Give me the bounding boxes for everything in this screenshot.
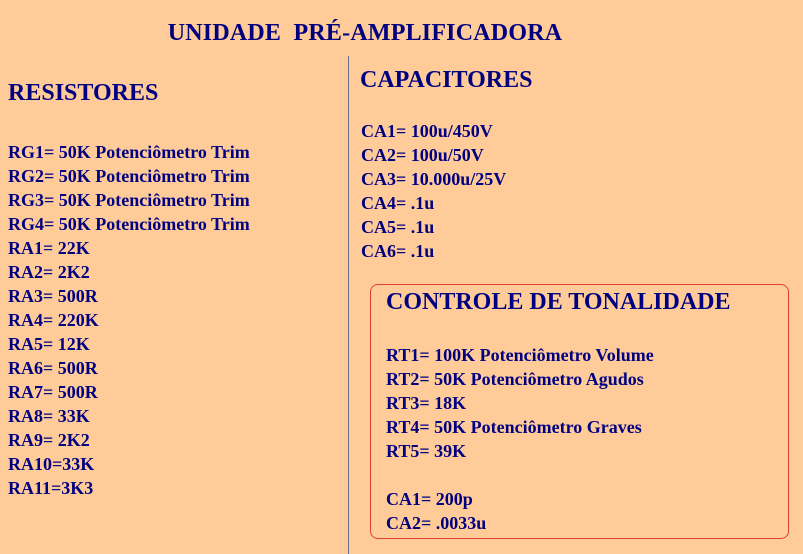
list-item: RA8= 33K xyxy=(8,406,90,426)
resistores-heading: RESISTORES xyxy=(8,80,159,106)
list-item: RG4= 50K Potenciômetro Trim xyxy=(8,214,250,234)
tone-control-box xyxy=(370,284,789,539)
list-item: RA10=33K xyxy=(8,454,95,474)
tone-control-heading: CONTROLE DE TONALIDADE xyxy=(386,289,731,315)
capacitor-list xyxy=(361,119,506,263)
list-item: CA2= 100u/50V xyxy=(361,145,484,165)
list-item: RA5= 12K xyxy=(8,334,90,354)
list-item: RT2= 50K Potenciômetro Agudos xyxy=(386,369,644,389)
list-item: CA5= .1u xyxy=(361,217,435,237)
tone-resistor-list xyxy=(386,343,654,463)
list-item: RT5= 39K xyxy=(386,441,467,461)
list-item: RG3= 50K Potenciômetro Trim xyxy=(8,190,250,210)
list-item: RA3= 500R xyxy=(8,286,98,306)
list-item: CA1= 100u/450V xyxy=(361,121,493,141)
list-item: RA6= 500R xyxy=(8,358,98,378)
list-item: RG1= 50K Potenciômetro Trim xyxy=(8,142,250,162)
list-item: CA3= 10.000u/25V xyxy=(361,169,507,189)
list-item: CA1= 200p xyxy=(386,489,473,509)
list-item: RG2= 50K Potenciômetro Trim xyxy=(8,166,250,186)
list-item: CA4= .1u xyxy=(361,193,435,213)
list-item: CA6= .1u xyxy=(361,241,435,261)
capacitores-heading: CAPACITORES xyxy=(360,67,533,93)
list-item: RA4= 220K xyxy=(8,310,99,330)
list-item: RA1= 22K xyxy=(8,238,90,258)
resistor-list xyxy=(8,140,250,500)
list-item: RT3= 18K xyxy=(386,393,467,413)
page-title: UNIDADE PRÉ-AMPLIFICADORA xyxy=(167,20,563,46)
column-divider xyxy=(348,56,349,554)
list-item: CA2= .0033u xyxy=(386,513,487,533)
list-item: RT4= 50K Potenciômetro Graves xyxy=(386,417,642,437)
list-item: RT1= 100K Potenciômetro Volume xyxy=(386,345,654,365)
tone-capacitor-list xyxy=(386,487,486,535)
list-item: RA11=3K3 xyxy=(8,478,94,498)
list-item: RA7= 500R xyxy=(8,382,98,402)
list-item: RA2= 2K2 xyxy=(8,262,90,282)
list-item: RA9= 2K2 xyxy=(8,430,90,450)
